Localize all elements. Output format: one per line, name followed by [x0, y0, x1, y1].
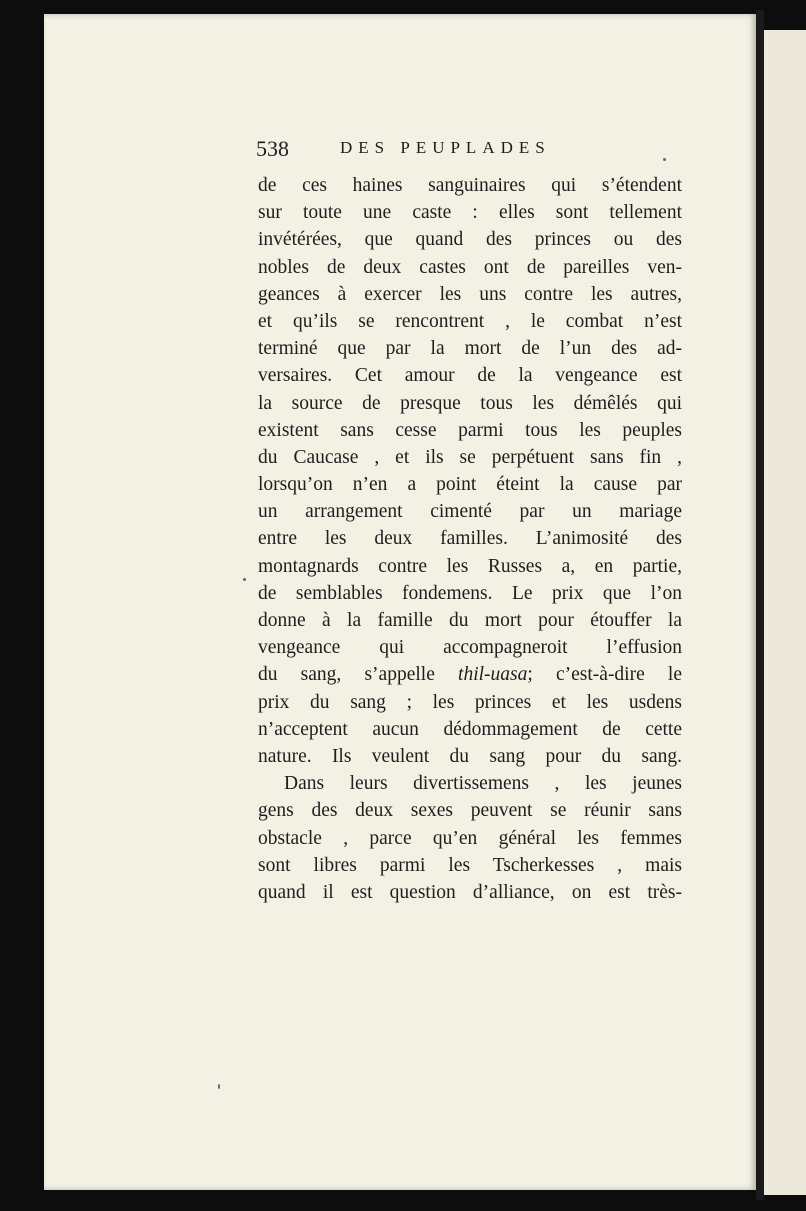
text-line: un arrangement cimenté par un mariage	[258, 501, 682, 523]
page-number: 538	[256, 136, 289, 161]
text-line: donne à la famille du mort pour étouffer la	[258, 610, 682, 631]
text-line: de semblables fondemens. Le prix que l’on	[258, 582, 682, 604]
body-text	[258, 172, 682, 906]
italic-term: thil-uasa	[458, 664, 528, 686]
text-line: et qu’ils se rencontrent , le combat n’est	[258, 310, 682, 332]
text-line: prix du sang ; les princes et les usdens	[258, 691, 682, 713]
text-segment: du sang, s’appelle	[258, 664, 435, 686]
text-line: quand il est question d’alliance, on est très-	[258, 881, 682, 903]
text-line: vengeance qui accompagneroit l’effusion	[258, 637, 682, 659]
text-line	[258, 661, 682, 688]
text-line: sur toute une caste : elles sont tellement	[258, 202, 682, 224]
facing-page-edge	[764, 30, 806, 1195]
text-line: entre les deux familles. L’animosité des	[258, 528, 682, 550]
text-line: sont libres parmi les Tscherkesses , mais	[258, 854, 682, 876]
text-line: existent sans cesse parmi tous les peuples	[258, 419, 682, 441]
text-line: de ces haines sanguinaires qui s’étendent	[258, 175, 682, 196]
running-head: DES PEUPLADES	[340, 138, 551, 157]
paper-speck	[218, 1084, 220, 1089]
text-line: gens des deux sexes peuvent se réunir sans	[258, 800, 682, 822]
text-line: nature. Ils veulent du sang pour du sang.	[258, 745, 682, 767]
text-line: n’acceptent aucun dédommagement de cette	[258, 718, 682, 740]
text-line: versaires. Cet amour de la vengeance est	[258, 365, 682, 387]
page-gutter	[756, 10, 764, 1200]
text-line: montagnards contre les Russes a, en partie,	[258, 555, 682, 577]
text-segment: ; c’est-à-dire le	[527, 664, 682, 686]
paper-speck	[663, 158, 666, 161]
text-line: geances à exercer les uns contre les autres,	[258, 283, 682, 305]
text-line: terminé que par la mort de l’un des ad-	[258, 338, 682, 360]
text-line: du Caucase , et ils se perpétuent sans fin ,	[258, 446, 682, 468]
paper-speck	[243, 578, 246, 581]
text-line: la source de presque tous les démêlés qui	[258, 392, 682, 414]
text-line: lorsqu’on n’en a point éteint la cause par	[258, 474, 682, 496]
text-line: Dans leurs divertissemens , les jeunes	[284, 773, 682, 795]
text-line: invétérées, que quand des princes ou des	[258, 229, 682, 251]
text-line: obstacle , parce qu’en général les femmes	[258, 827, 682, 849]
text-line: nobles de deux castes ont de pareilles ven-	[258, 256, 682, 278]
page-header	[256, 136, 686, 166]
